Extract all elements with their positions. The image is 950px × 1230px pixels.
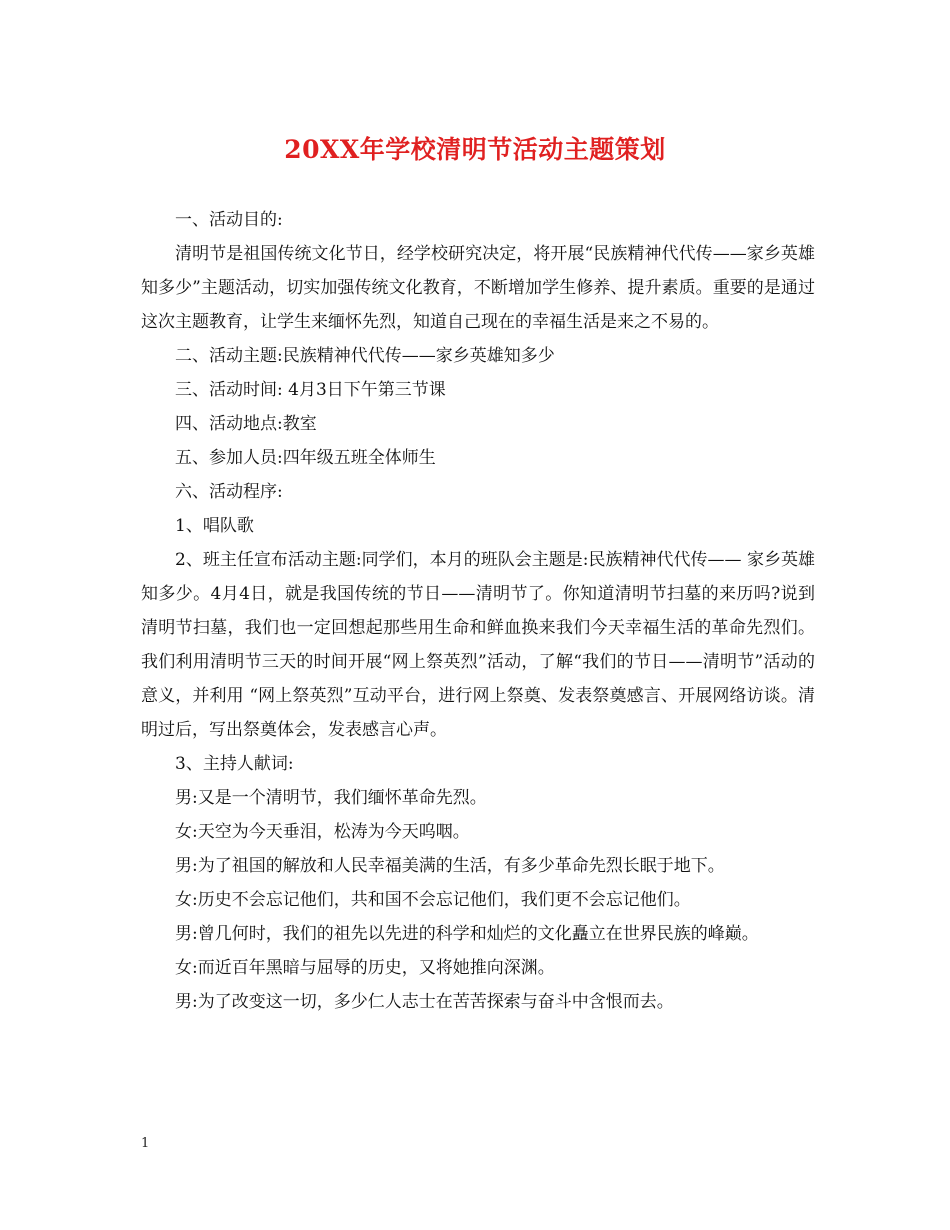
paragraph: 三、活动时间: 4月3日下午第三节课 <box>175 380 446 400</box>
page-number: 1 <box>141 1136 150 1151</box>
paragraph: 女:天空为今天垂泪，松涛为今天呜咽。 <box>175 822 470 842</box>
paragraph: 二、活动主题:民族精神代代传——家乡英雄知多少 <box>175 346 555 366</box>
paragraph: 男:为了祖国的解放和人民幸福美满的生活，有多少革命先烈长眠于地下。 <box>175 856 725 876</box>
paragraph: 男:曾几何时，我们的祖先以先进的科学和灿烂的文化矗立在世界民族的峰巅。 <box>175 924 759 944</box>
paragraph: 清明节是祖国传统文化节日，经学校研究决定，将开展“民族精神代代传——家乡英雄知多少”主题活动，切实加强传统文化教育，不断增加学生修养、提升素质。重要的是通过这次主题教育，让学生来缅怀先烈，知道自己现在的幸福生活是来之不易的。 <box>141 244 815 332</box>
paragraph: 六、活动程序: <box>175 482 283 502</box>
document-title: 20XX年学校清明节活动主题策划 <box>284 135 666 164</box>
paragraph: 四、活动地点:教室 <box>175 414 317 434</box>
paragraph: 男:又是一个清明节，我们缅怀革命先烈。 <box>175 788 487 808</box>
paragraph: 一、活动目的: <box>175 210 283 230</box>
paragraph: 女:而近百年黑暗与屈辱的历史，又将她推向深渊。 <box>175 958 555 978</box>
paragraph: 3、主持人献词: <box>175 754 294 774</box>
document-body <box>141 203 815 1019</box>
paragraph: 男:为了改变这一切，多少仁人志士在苦苦探索与奋斗中含恨而去。 <box>175 992 674 1012</box>
paragraph: 1、唱队歌 <box>175 516 254 536</box>
paragraph: 2、班主任宣布活动主题:同学们，本月的班队会主题是:民族精神代代传—— 家乡英雄知多少。4月4日，就是我国传统的节日——清明节了。你知道清明节扫墓的来历吗?说到清明节扫墓，我们也一定回想起那些用生命和鲜血换来我们今天幸福生活的革命先烈们。我们利用清明节三天的时间开展“网上祭英烈”活动，了解“我们的节日——清明节”活动的意义，并利用 “网上祭英烈”互动平台，进行网上祭奠、发表祭奠感言、开展网络访谈。清明过后，写出祭奠体会，发表感言心声。 <box>141 550 815 740</box>
paragraph: 女:历史不会忘记他们，共和国不会忘记他们，我们更不会忘记他们。 <box>175 890 691 910</box>
paragraph: 五、参加人员:四年级五班全体师生 <box>175 448 436 468</box>
